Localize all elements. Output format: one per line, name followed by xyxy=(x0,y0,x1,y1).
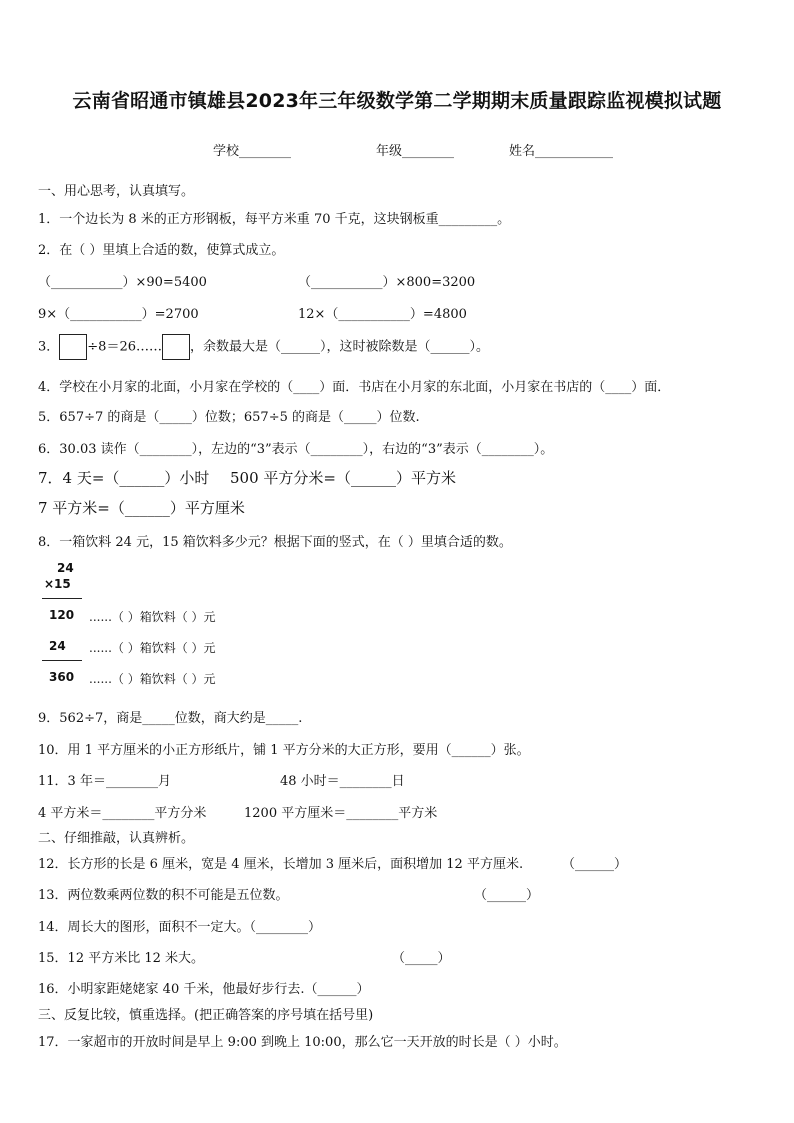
question-14: 14．周长大的图形，面积不一定大。（________） xyxy=(38,920,322,935)
question-11c: 4 平方米＝________平方分米 xyxy=(38,806,207,821)
question-3-tail: ，余数最大是（______），这时被除数是（______）。 xyxy=(190,339,490,355)
question-15-answer: （_____） xyxy=(392,951,451,966)
section-2-heading: 二、仔细推敲，认真辨析。 xyxy=(38,831,195,846)
section-1-heading: 一、用心思考，认真填写。 xyxy=(38,184,195,199)
question-4: 4．学校在小月家的北面，小月家在学校的（____）面．书店在小月家的东北面，小月家在书店的（____）面． xyxy=(38,380,671,395)
question-11b: 48 小时＝________日 xyxy=(280,774,405,789)
question-3 xyxy=(38,334,489,360)
question-3-expression: ÷8＝26…… xyxy=(87,339,162,355)
question-16: 16．小明家距姥姥家 40 千米，他最好步行去.（______） xyxy=(38,982,370,997)
question-2a: （___________）×90=5400 xyxy=(38,275,207,290)
question-7c: 7 平方米=（______）平方厘米 xyxy=(38,499,245,517)
calc-row-3-note: ......（ ）箱饮料（ ）元 xyxy=(89,672,216,686)
question-12-answer: （______） xyxy=(562,857,628,872)
question-1: 1．一个边长为 8 米的正方形钢板，每平方米重 70 千克，这块钢板重_________。 xyxy=(38,212,511,227)
question-9: 9．562÷7，商是_____位数，商大约是_____. xyxy=(38,711,303,726)
question-13-answer: （______） xyxy=(474,888,540,903)
question-11d: 1200 平方厘米＝________平方米 xyxy=(244,806,438,821)
calc-row-2-number: 24 xyxy=(49,639,66,653)
question-15: 15．12 平方米比 12 米大。 xyxy=(38,951,205,966)
answer-box-dividend[interactable] xyxy=(59,334,87,360)
answer-box-remainder[interactable] xyxy=(162,334,190,360)
question-17: 17．一家超市的开放时间是早上 9:00 到晚上 10:00，那么它一天开放的时长是（ ）小时。 xyxy=(38,1035,567,1050)
page-title: 云南省昭通市镇雄县2023年三年级数学第二学期期末质量跟踪监视模拟试题 xyxy=(72,90,722,112)
name-field: 姓名____________ xyxy=(509,144,614,159)
question-11a: 11．3 年＝________月 xyxy=(38,774,171,789)
calc-row-1-note: ......（ ）箱饮料（ ）元 xyxy=(89,610,216,624)
section-3-heading: 三、反复比较，慎重选择。(把正确答案的序号填在括号里) xyxy=(38,1008,374,1023)
question-5: 5．657÷7 的商是（_____）位数；657÷5 的商是（_____）位数. xyxy=(38,410,420,425)
question-13: 13．两位数乘两位数的积不可能是五位数。 xyxy=(38,888,289,903)
grade-field: 年级________ xyxy=(376,144,455,159)
question-7a: 7．4 天=（______）小时 xyxy=(38,469,210,487)
question-2b: （___________）×800=3200 xyxy=(298,275,476,290)
calc-row-3-number: 360 xyxy=(49,670,75,684)
vertical-calc-multiplier: ×15 xyxy=(44,577,71,591)
question-10: 10．用 1 平方厘米的小正方形纸片，铺 1 平方分米的大正方形，要用（______）张。 xyxy=(38,743,530,758)
question-2d: 12×（___________）=4800 xyxy=(298,307,467,322)
question-6: 6．30.03 读作（________），左边的“3”表示（________），右边的“3”表示（________）。 xyxy=(38,442,554,457)
question-12: 12．长方形的长是 6 厘米，宽是 4 厘米，长增加 3 厘米后，面积增加 12 平方厘米. xyxy=(38,857,524,872)
school-field: 学校________ xyxy=(213,144,292,159)
calc-row-2-note: ......（ ）箱饮料（ ）元 xyxy=(89,641,216,655)
calc-divider-line xyxy=(42,660,82,661)
vertical-calc-multiplicand: 24 xyxy=(57,561,74,575)
question-2: 2．在（ ）里填上合适的数，使算式成立。 xyxy=(38,243,285,258)
calc-row-1-number: 120 xyxy=(49,608,75,622)
question-3-label: 3． xyxy=(38,339,60,355)
question-8: 8．一箱饮料 24 元，15 箱饮料多少元？根据下面的竖式，在（ ）里填合适的数。 xyxy=(38,535,512,550)
question-7b: 500 平方分米=（______）平方米 xyxy=(230,469,456,487)
question-2c: 9×（___________）=2700 xyxy=(38,307,199,322)
calc-divider-line xyxy=(42,598,82,599)
